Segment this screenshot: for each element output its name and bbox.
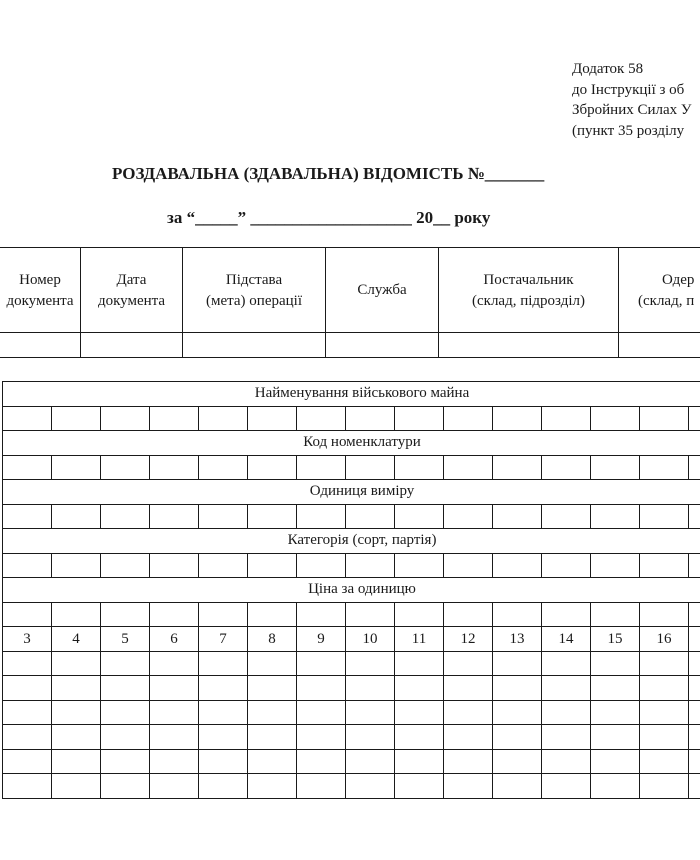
table-cell-line <box>590 773 591 798</box>
table-cell-line <box>443 455 444 479</box>
table-cell-line <box>394 700 395 724</box>
column-number: 4 <box>72 631 80 647</box>
header-col-service: Служба <box>357 282 407 298</box>
column-number: 16 <box>656 631 672 647</box>
table-cell-line <box>100 553 101 577</box>
table-cell-line <box>639 700 640 724</box>
table-cell-line <box>394 773 395 798</box>
table-cell-line <box>688 651 689 675</box>
table-cell-line <box>149 675 150 700</box>
table-cell-line <box>247 773 248 798</box>
table-cell-line <box>198 651 199 675</box>
table-row-line <box>2 798 700 799</box>
annex-line-1: Додаток 58 <box>572 61 644 77</box>
table-left-border <box>2 381 3 799</box>
table-cell-line <box>541 553 542 577</box>
annex-line-2: до Інструкції з об <box>572 81 685 98</box>
table-cell-line <box>394 504 395 528</box>
table-cell-line <box>149 773 150 798</box>
table-cell-line <box>443 675 444 700</box>
table-cell-line <box>247 651 248 675</box>
table-cell-line <box>247 749 248 773</box>
table-cell-line <box>345 553 346 577</box>
table-cell-line <box>688 504 689 528</box>
column-number: 5 <box>121 631 129 647</box>
table-row-line <box>2 651 700 652</box>
column-number: 13 <box>509 631 525 647</box>
table-cell-line <box>51 504 52 528</box>
column-number: 12 <box>460 631 476 647</box>
table-cell-line <box>541 773 542 798</box>
table-cell-line <box>590 602 591 626</box>
table-cell-line <box>541 749 542 773</box>
table-row-line <box>2 773 700 774</box>
header-table-col-line <box>618 247 619 358</box>
table-cell-line <box>296 675 297 700</box>
table-cell-line <box>590 504 591 528</box>
table-cell-line <box>541 651 542 675</box>
table-cell-line <box>100 406 101 430</box>
table-cell-line <box>639 406 640 430</box>
column-number: 9 <box>317 631 325 647</box>
table-cell-line <box>688 749 689 773</box>
table-cell-line <box>296 504 297 528</box>
header-table-col-line <box>325 247 326 358</box>
table-cell-line <box>492 504 493 528</box>
table-cell-line <box>296 749 297 773</box>
table-cell-line <box>100 504 101 528</box>
table-cell-line <box>51 455 52 479</box>
table-cell-line <box>100 773 101 798</box>
table-cell-line <box>492 749 493 773</box>
table-cell-line <box>688 602 689 626</box>
table-row-line <box>2 675 700 676</box>
table-cell-line <box>149 553 150 577</box>
table-cell-line <box>198 553 199 577</box>
table-cell-line <box>394 602 395 626</box>
table-cell-line <box>198 455 199 479</box>
table-cell-line <box>492 700 493 724</box>
header-table-bottom-border <box>0 357 700 358</box>
table-cell-line <box>443 700 444 724</box>
table-cell-line <box>492 406 493 430</box>
table-cell-line <box>51 724 52 749</box>
table-cell-line <box>541 504 542 528</box>
table-cell-line <box>688 773 689 798</box>
table-cell-line <box>590 455 591 479</box>
column-number: 15 <box>607 631 623 647</box>
band-label-unit-price: Ціна за одиницю <box>308 581 416 597</box>
table-cell-line <box>149 749 150 773</box>
header-col-operation-basis: Підстава (мета) операції <box>206 272 302 309</box>
table-cell-line <box>590 700 591 724</box>
table-cell-line <box>590 553 591 577</box>
band-label-unit-of-measure: Одиниця виміру <box>309 483 415 499</box>
column-number: 11 <box>411 631 427 647</box>
table-cell-line <box>443 773 444 798</box>
table-cell-line <box>492 724 493 749</box>
header-col-document-number: Номер документа <box>6 272 74 309</box>
table-cell-line <box>149 724 150 749</box>
table-row-line <box>2 724 700 725</box>
table-cell-line <box>394 553 395 577</box>
table-cell-line <box>639 724 640 749</box>
table-cell-line <box>296 651 297 675</box>
table-cell-line <box>639 749 640 773</box>
table-cell-line <box>198 749 199 773</box>
table-cell-line <box>590 675 591 700</box>
table-cell-line <box>345 455 346 479</box>
table-cell-line <box>100 651 101 675</box>
table-row-line <box>2 577 700 578</box>
table-cell-line <box>100 724 101 749</box>
table-cell-line <box>247 504 248 528</box>
table-cell-line <box>345 700 346 724</box>
table-cell-line <box>443 749 444 773</box>
table-cell-line <box>639 455 640 479</box>
column-number: 7 <box>219 631 227 647</box>
table-cell-line <box>590 724 591 749</box>
table-cell-line <box>492 553 493 577</box>
table-cell-line <box>247 724 248 749</box>
band-label-category: Категорія (сорт, партія) <box>287 532 437 548</box>
table-row-line <box>2 749 700 750</box>
table-cell-line <box>688 724 689 749</box>
table-row-line <box>2 528 700 529</box>
table-cell-line <box>541 455 542 479</box>
column-number: 3 <box>23 631 31 647</box>
table-row-line <box>2 406 700 407</box>
table-cell-line <box>345 749 346 773</box>
table-cell-line <box>639 602 640 626</box>
table-cell-line <box>247 675 248 700</box>
table-row-line <box>2 504 700 505</box>
table-cell-line <box>639 553 640 577</box>
table-cell-line <box>345 773 346 798</box>
table-cell-line <box>247 455 248 479</box>
table-cell-line <box>639 504 640 528</box>
table-cell-line <box>688 553 689 577</box>
table-cell-line <box>345 724 346 749</box>
table-cell-line <box>51 406 52 430</box>
table-cell-line <box>51 749 52 773</box>
table-cell-line <box>541 724 542 749</box>
table-cell-line <box>149 406 150 430</box>
table-cell-line <box>345 504 346 528</box>
table-cell-line <box>198 504 199 528</box>
table-cell-line <box>51 651 52 675</box>
table-cell-line <box>639 773 640 798</box>
table-cell-line <box>198 773 199 798</box>
table-cell-line <box>541 700 542 724</box>
table-cell-line <box>296 455 297 479</box>
table-cell-line <box>688 626 689 651</box>
table-cell-line <box>247 602 248 626</box>
header-col-recipient: Одер (склад, п <box>638 272 695 309</box>
table-cell-line <box>492 602 493 626</box>
table-cell-line <box>443 651 444 675</box>
table-row-line <box>2 602 700 603</box>
table-cell-line <box>345 651 346 675</box>
table-cell-line <box>198 675 199 700</box>
table-cell-line <box>51 553 52 577</box>
document-title-text: РОЗДАВАЛЬНА (ЗДАВАЛЬНА) ВІДОМІСТЬ №_______ <box>112 164 545 183</box>
table-cell-line <box>394 675 395 700</box>
table-row-line <box>2 553 700 554</box>
table-cell-line <box>394 749 395 773</box>
table-cell-line <box>590 651 591 675</box>
table-cell-line <box>345 602 346 626</box>
column-number: 6 <box>170 631 178 647</box>
table-cell-line <box>639 651 640 675</box>
table-cell-line <box>345 406 346 430</box>
table-cell-line <box>198 406 199 430</box>
table-cell-line <box>443 553 444 577</box>
table-cell-line <box>688 406 689 430</box>
table-cell-line <box>247 700 248 724</box>
column-number: 10 <box>362 631 378 647</box>
document-date-line: за “_____” ___________________ 20__ року <box>167 208 491 227</box>
table-cell-line <box>394 406 395 430</box>
table-cell-line <box>394 455 395 479</box>
header-table-top-border <box>0 247 700 248</box>
table-cell-line <box>296 700 297 724</box>
table-cell-line <box>149 602 150 626</box>
table-cell-line <box>149 700 150 724</box>
table-cell-line <box>100 700 101 724</box>
table-cell-line <box>247 406 248 430</box>
table-cell-line <box>394 651 395 675</box>
table-cell-line <box>492 675 493 700</box>
table-cell-line <box>590 406 591 430</box>
table-cell-line <box>100 675 101 700</box>
table-cell-line <box>590 749 591 773</box>
table-cell-line <box>100 455 101 479</box>
table-cell-line <box>688 675 689 700</box>
table-cell-line <box>541 675 542 700</box>
table-cell-line <box>296 602 297 626</box>
table-cell-line <box>149 504 150 528</box>
table-cell-line <box>296 553 297 577</box>
table-cell-line <box>198 602 199 626</box>
annex-line-3: Збройних Силах У <box>572 102 692 118</box>
table-cell-line <box>541 602 542 626</box>
table-cell-line <box>443 724 444 749</box>
table-cell-line <box>492 773 493 798</box>
table-cell-line <box>51 773 52 798</box>
table-cell-line <box>443 504 444 528</box>
table-cell-line <box>198 724 199 749</box>
table-cell-line <box>149 651 150 675</box>
table-cell-line <box>443 406 444 430</box>
table-cell-line <box>541 406 542 430</box>
band-label-nomenclature-code: Код номенклатури <box>303 434 421 450</box>
table-cell-line <box>394 724 395 749</box>
table-cell-line <box>688 455 689 479</box>
table-cell-line <box>345 675 346 700</box>
table-cell-line <box>639 675 640 700</box>
table-cell-line <box>296 773 297 798</box>
table-cell-line <box>100 749 101 773</box>
table-row-line <box>2 430 700 431</box>
column-number: 8 <box>268 631 276 647</box>
band-label-item-name: Найменування військового майна <box>254 385 470 401</box>
table-row-line <box>2 381 700 382</box>
table-cell-line <box>51 602 52 626</box>
table-row-line <box>2 479 700 480</box>
table-cell-line <box>688 700 689 724</box>
table-cell-line <box>51 700 52 724</box>
table-cell-line <box>100 602 101 626</box>
table-cell-line <box>492 455 493 479</box>
table-cell-line <box>198 700 199 724</box>
header-col-supplier: Постачальник (склад, підрозділ) <box>472 272 585 309</box>
column-number: 14 <box>558 631 574 647</box>
header-col-document-date: Дата документа <box>97 272 166 309</box>
table-cell-line <box>247 553 248 577</box>
table-row-line <box>2 455 700 456</box>
table-cell-line <box>296 406 297 430</box>
table-cell-line <box>443 602 444 626</box>
annex-line-4: (пункт 35 розділу <box>572 122 685 139</box>
header-table-divider <box>0 332 700 333</box>
table-cell-line <box>51 675 52 700</box>
table-cell-line <box>149 455 150 479</box>
table-cell-line <box>492 651 493 675</box>
table-cell-line <box>296 724 297 749</box>
table-row-line <box>2 700 700 701</box>
